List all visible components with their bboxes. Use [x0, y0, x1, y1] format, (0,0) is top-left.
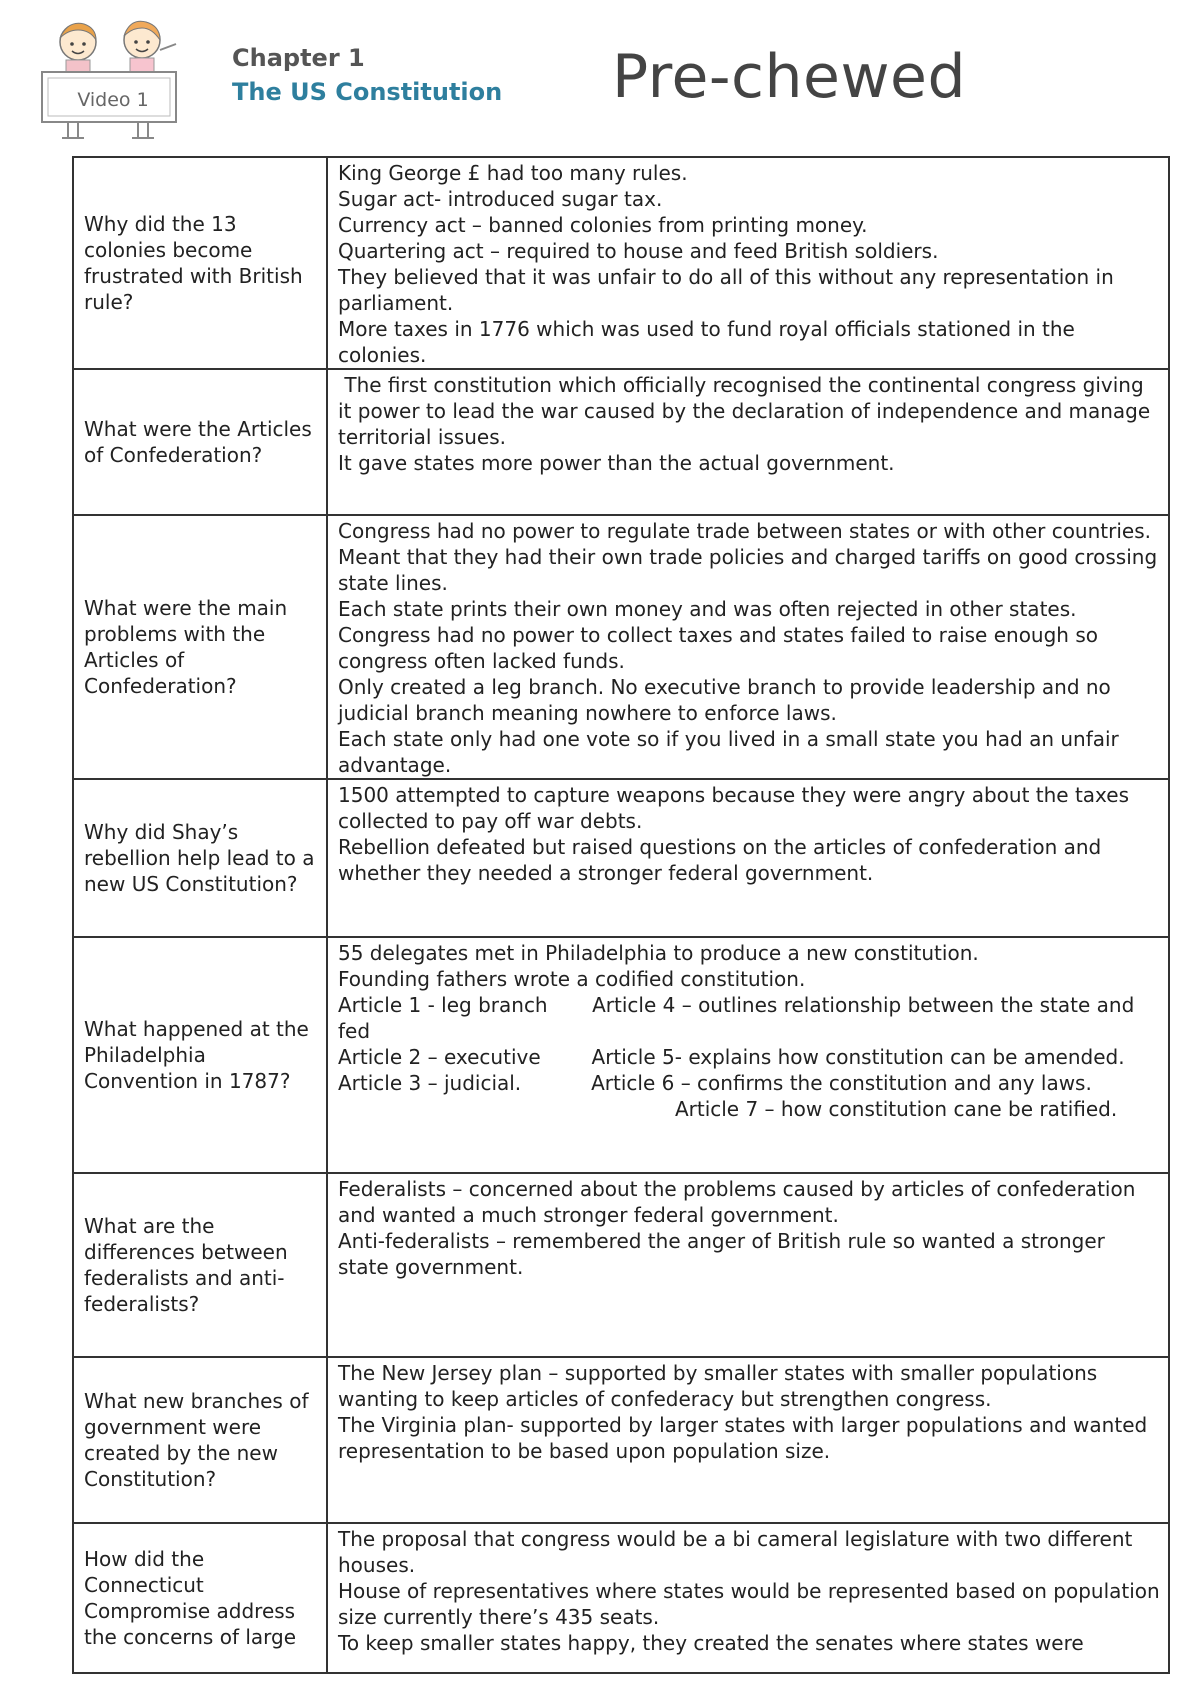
table-row [73, 369, 1169, 515]
table-row [73, 1173, 1169, 1357]
answer-line: Anti-federalists – remembered the anger of British rule so wanted a stronger state government. [338, 1229, 1112, 1279]
answer-line: Congress had no power to collect taxes and states failed to raise enough so congress often lacked funds. [338, 623, 1105, 673]
question-cell [73, 369, 327, 515]
answer-line: Currency act – banned colonies from printing money. [338, 213, 868, 237]
answer-line: They believed that it was unfair to do all of this without any representation in parliament. [338, 265, 1121, 315]
question-cell [73, 1173, 327, 1357]
answer-line: Article 2 – executive Article 5- explains how constitution can be amended. [338, 1045, 1125, 1069]
answer-line: Founding fathers wrote a codified constitution. [338, 967, 806, 991]
table-row [73, 515, 1169, 779]
answer-line: Article 7 – how constitution cane be ratified. [338, 1097, 1118, 1121]
question-answer-table [72, 156, 1170, 1674]
question-text: Why did the 13 colonies become frustrated with British rule? [84, 212, 303, 314]
answer-cell [327, 937, 1169, 1173]
answer-line: Rebellion defeated but raised questions on the articles of confederation and whether they needed a stronger federal government. [338, 835, 1108, 885]
answer-cell [327, 779, 1169, 937]
answer-line: More taxes in 1776 which was used to fund royal officials stationed in the colonies. [338, 317, 1082, 367]
table-row [73, 157, 1169, 369]
question-cell [73, 779, 327, 937]
answer-cell [327, 1523, 1169, 1673]
answer-line: Article 1 - leg branch Article 4 – outlines relationship between the state and fed [338, 993, 1141, 1043]
brand-logo-text: Pre-chewed [612, 42, 967, 112]
answer-cell [327, 157, 1169, 369]
answer-line: King George £ had too many rules. [338, 161, 688, 185]
table-row [73, 1357, 1169, 1523]
chapter-number: Chapter 1 [232, 44, 365, 72]
question-cell [73, 515, 327, 779]
answer-line: To keep smaller states happy, they created the senates where states were [338, 1631, 1084, 1655]
answer-line: It gave states more power than the actual government. [338, 451, 895, 475]
answer-line: Article 3 – judicial. Article 6 – confirms the constitution and any laws. [338, 1071, 1092, 1095]
answer-line: Each state only had one vote so if you lived in a small state you had an unfair advantage. [338, 727, 1126, 777]
question-text: What happened at the Philadelphia Convention in 1787? [84, 1017, 309, 1093]
table-row [73, 937, 1169, 1173]
chapter-title: The US Constitution [232, 78, 503, 106]
answer-line: 1500 attempted to capture weapons because they were angry about the taxes collected to pay off war debts. [338, 783, 1136, 833]
question-text: What new branches of government were created by the new Constitution? [84, 1389, 309, 1491]
question-cell [73, 1523, 327, 1673]
answer-line: 55 delegates met in Philadelphia to produce a new constitution. [338, 941, 979, 965]
question-text: What were the Articles of Confederation? [84, 417, 312, 467]
answer-line: Only created a leg branch. No executive branch to provide leadership and no judicial branch meaning nowhere to enforce laws. [338, 675, 1118, 725]
answer-line: The New Jersey plan – supported by smaller states with smaller populations wanting to keep articles of confederacy but strengthen congress. [338, 1361, 1104, 1411]
answer-line: Federalists – concerned about the problems caused by articles of confederation and wanted a much stronger federal government. [338, 1177, 1142, 1227]
question-text: How did the Connecticut Compromise address the concerns of large [84, 1547, 297, 1649]
question-cell [73, 157, 327, 369]
answer-line: The Virginia plan- supported by larger states with larger populations and wanted representation to be based upon population size. [338, 1413, 1154, 1463]
question-text: What are the differences between federalists and anti-federalists? [84, 1214, 288, 1316]
question-text: Why did Shay’s rebellion help lead to a new US Constitution? [84, 820, 315, 896]
answer-line: House of representatives where states would be represented based on population size currently there’s 435 seats. [338, 1579, 1167, 1629]
answer-line: The proposal that congress would be a bi cameral legislature with two different houses. [338, 1527, 1139, 1577]
question-cell [73, 937, 327, 1173]
answer-cell [327, 515, 1169, 779]
answer-cell [327, 369, 1169, 515]
answer-cell [327, 1173, 1169, 1357]
video-label: Video 1 [77, 89, 149, 111]
answer-line: Quartering act – required to house and feed British soldiers. [338, 239, 939, 263]
question-cell [73, 1357, 327, 1523]
table-row [73, 1523, 1169, 1673]
answer-line: The first constitution which officially recognised the continental congress giving it power to lead the war caused by the declaration of independence and manage territorial issues. [338, 373, 1157, 449]
answer-line: Congress had no power to regulate trade between states or with other countries. Meant that they had their own trade policies and charged tariffs on good crossing state lines. [338, 519, 1164, 595]
answer-line: Sugar act- introduced sugar tax. [338, 187, 663, 211]
question-text: What were the main problems with the Articles of Confederation? [84, 596, 288, 698]
answer-cell [327, 1357, 1169, 1523]
page-header [0, 0, 1200, 150]
table-row [73, 779, 1169, 937]
answer-line: Each state prints their own money and was often rejected in other states. [338, 597, 1077, 621]
